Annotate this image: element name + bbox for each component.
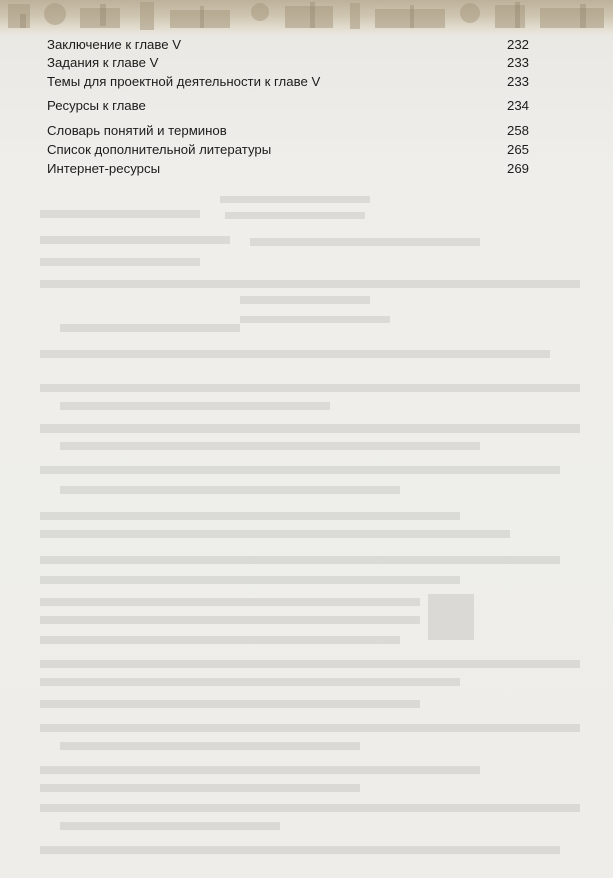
toc-entry-title: Темы для проектной деятельности к главе V (47, 74, 321, 89)
toc-leader-dots (166, 161, 502, 173)
toc-leader-dots (152, 98, 502, 110)
toc-entry-page: 269 (506, 161, 529, 176)
toc-entry (47, 36, 529, 54)
toc-entry-page: 258 (506, 123, 529, 138)
toc-leader-dots (233, 123, 502, 135)
toc-entry (47, 141, 529, 159)
toc-entry-title: Интернет-ресурсы (47, 161, 161, 176)
header-illustration-strip (0, 0, 613, 36)
toc-leader-dots (164, 55, 502, 67)
toc-entry-title: Ресурсы к главе (47, 98, 146, 113)
toc-entry (47, 54, 529, 72)
toc-entry-page: 234 (506, 98, 529, 113)
toc-entry (47, 160, 529, 178)
toc-leader-dots (277, 142, 502, 154)
toc-entry-title: Заключение к главе V (47, 37, 181, 52)
toc-entry-page: 233 (506, 55, 529, 70)
toc-entry-page: 233 (506, 74, 529, 89)
toc-entry-title: Список дополнительной литературы (47, 142, 272, 157)
toc-entry (47, 97, 529, 115)
header-illustration (0, 0, 613, 36)
toc-leader-dots (326, 74, 502, 86)
toc-entry (47, 122, 529, 140)
toc-leader-dots (187, 37, 502, 49)
toc-entry-title: Задания к главе V (47, 55, 159, 70)
toc-entry-page: 232 (506, 37, 529, 52)
toc-entry (47, 73, 529, 91)
toc-entry-title: Словарь понятий и терминов (47, 123, 227, 138)
toc-entry-page: 265 (506, 142, 529, 157)
